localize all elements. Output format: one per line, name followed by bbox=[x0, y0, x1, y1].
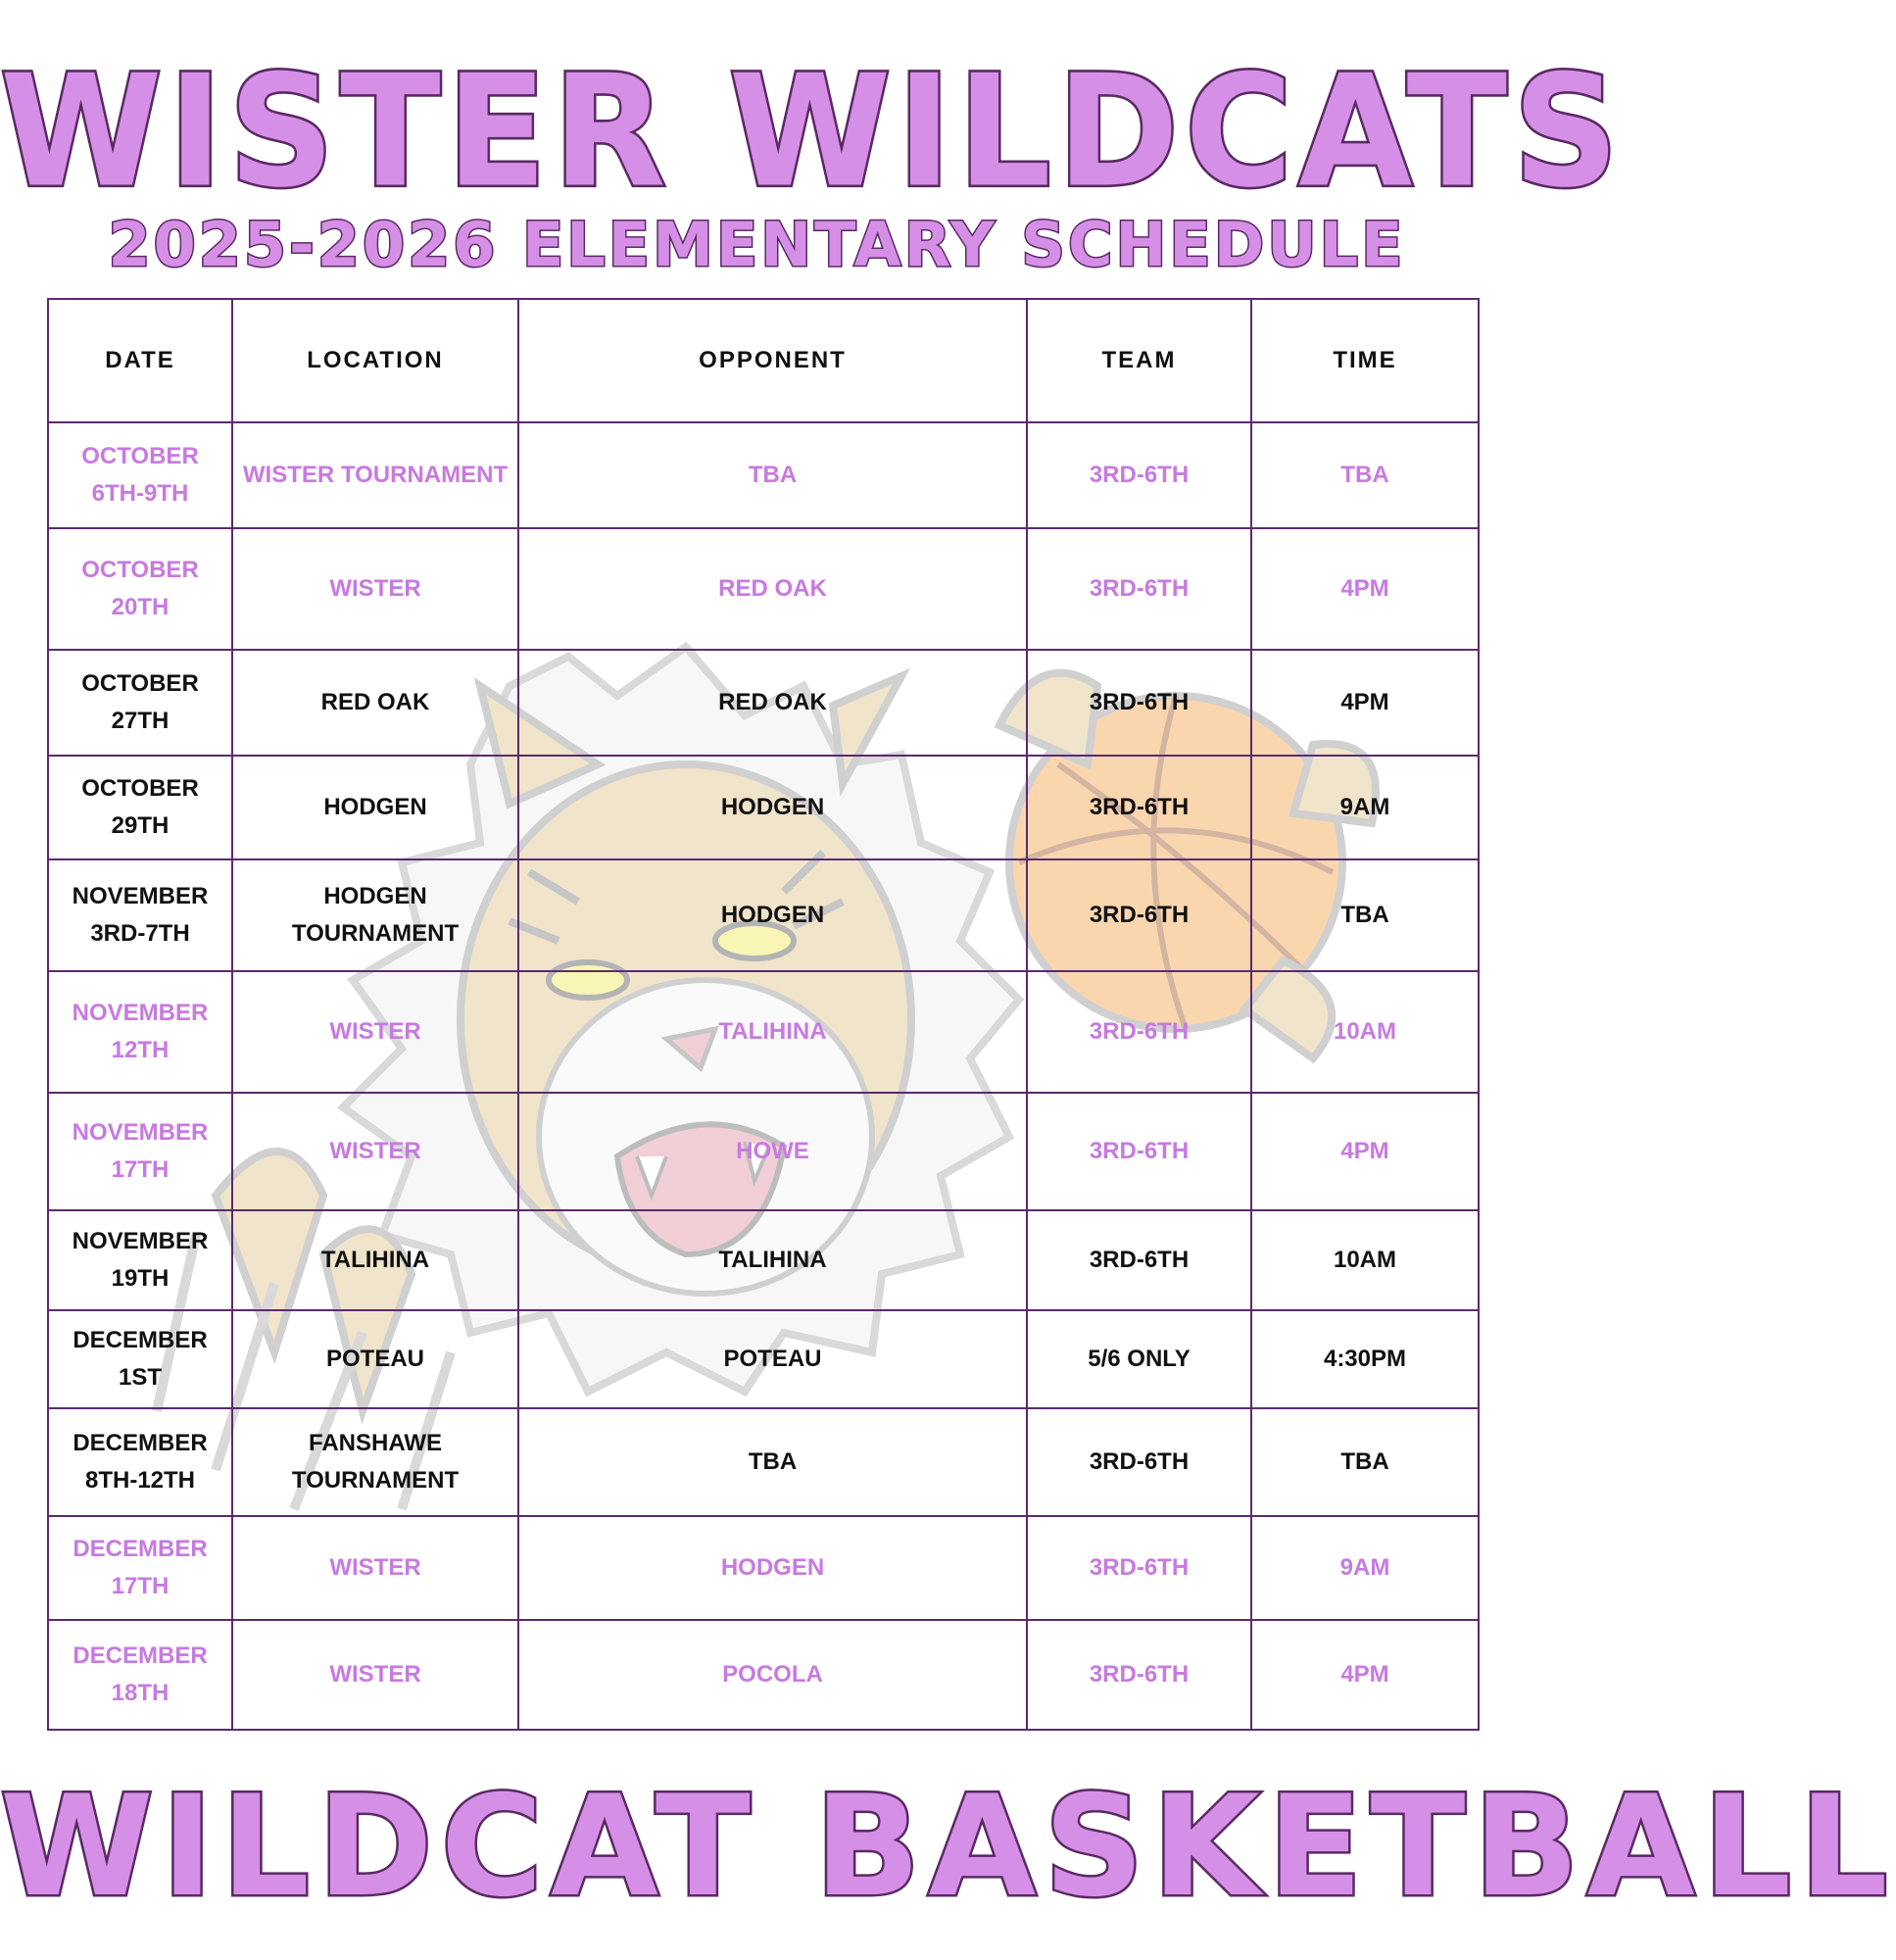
table-row bbox=[48, 528, 1479, 650]
table-row bbox=[48, 422, 1479, 528]
cell-location: POTEAU bbox=[232, 1310, 518, 1408]
cell-date: OCTOBER 29TH bbox=[48, 756, 232, 859]
cell-opponent: HOWE bbox=[518, 1093, 1027, 1210]
cell-team: 3RD-6TH bbox=[1027, 1620, 1251, 1730]
table-row bbox=[48, 650, 1479, 756]
cell-date: OCTOBER 6TH-9TH bbox=[48, 422, 232, 528]
cell-date: DECEMBER 1ST bbox=[48, 1310, 232, 1408]
cell-time: 4:30PM bbox=[1251, 1310, 1479, 1408]
cell-time: 4PM bbox=[1251, 1093, 1479, 1210]
cell-time: 10AM bbox=[1251, 1210, 1479, 1310]
column-header-team: TEAM bbox=[1027, 299, 1251, 422]
cell-time: TBA bbox=[1251, 422, 1479, 528]
cell-date: NOVEMBER 3RD-7TH bbox=[48, 859, 232, 971]
cell-team: 3RD-6TH bbox=[1027, 756, 1251, 859]
cell-location: WISTER bbox=[232, 971, 518, 1093]
table-row bbox=[48, 1210, 1479, 1310]
cell-location: FANSHAWE TOURNAMENT bbox=[232, 1408, 518, 1516]
cell-date: DECEMBER 18TH bbox=[48, 1620, 232, 1730]
table-row bbox=[48, 1408, 1479, 1516]
cell-team: 3RD-6TH bbox=[1027, 1408, 1251, 1516]
cell-location: WISTER bbox=[232, 1516, 518, 1620]
cell-time: 4PM bbox=[1251, 650, 1479, 756]
cell-date: OCTOBER 27TH bbox=[48, 650, 232, 756]
column-header-date: DATE bbox=[48, 299, 232, 422]
cell-team: 3RD-6TH bbox=[1027, 422, 1251, 528]
table-row bbox=[48, 1310, 1479, 1408]
cell-time: 4PM bbox=[1251, 528, 1479, 650]
cell-date: NOVEMBER 19TH bbox=[48, 1210, 232, 1310]
cell-time: TBA bbox=[1251, 1408, 1479, 1516]
cell-location: RED OAK bbox=[232, 650, 518, 756]
cell-location: WISTER TOURNAMENT bbox=[232, 422, 518, 528]
table-row bbox=[48, 1093, 1479, 1210]
cell-team: 3RD-6TH bbox=[1027, 1093, 1251, 1210]
column-header-time: TIME bbox=[1251, 299, 1479, 422]
table-row bbox=[48, 971, 1479, 1093]
cell-time: 9AM bbox=[1251, 1516, 1479, 1620]
cell-team: 5/6 ONLY bbox=[1027, 1310, 1251, 1408]
cell-location: WISTER bbox=[232, 528, 518, 650]
cell-opponent: TBA bbox=[518, 422, 1027, 528]
cell-team: 3RD-6TH bbox=[1027, 528, 1251, 650]
table-row bbox=[48, 1620, 1479, 1730]
cell-opponent: POCOLA bbox=[518, 1620, 1027, 1730]
cell-team: 3RD-6TH bbox=[1027, 650, 1251, 756]
cell-team: 3RD-6TH bbox=[1027, 971, 1251, 1093]
table-row bbox=[48, 756, 1479, 859]
cell-team: 3RD-6TH bbox=[1027, 859, 1251, 971]
cell-opponent: HODGEN bbox=[518, 756, 1027, 859]
cell-location: WISTER bbox=[232, 1620, 518, 1730]
cell-opponent: HODGEN bbox=[518, 859, 1027, 971]
cell-date: NOVEMBER 17TH bbox=[48, 1093, 232, 1210]
cell-time: 4PM bbox=[1251, 1620, 1479, 1730]
table-row bbox=[48, 859, 1479, 971]
cell-opponent: RED OAK bbox=[518, 650, 1027, 756]
cell-opponent: TALIHINA bbox=[518, 971, 1027, 1093]
cell-opponent: RED OAK bbox=[518, 528, 1027, 650]
cell-opponent: TBA bbox=[518, 1408, 1027, 1516]
cell-opponent: TALIHINA bbox=[518, 1210, 1027, 1310]
table-row bbox=[48, 1516, 1479, 1620]
cell-date: NOVEMBER 12TH bbox=[48, 971, 232, 1093]
cell-team: 3RD-6TH bbox=[1027, 1516, 1251, 1620]
column-header-opponent: OPPONENT bbox=[518, 299, 1027, 422]
cell-date: OCTOBER 20TH bbox=[48, 528, 232, 650]
cell-date: DECEMBER 17TH bbox=[48, 1516, 232, 1620]
cell-time: 10AM bbox=[1251, 971, 1479, 1093]
page-subtitle: 2025-2026 ELEMENTARY SCHEDULE bbox=[108, 209, 1406, 280]
cell-time: TBA bbox=[1251, 859, 1479, 971]
cell-team: 3RD-6TH bbox=[1027, 1210, 1251, 1310]
schedule-table bbox=[47, 298, 1480, 1731]
cell-location: HODGEN TOURNAMENT bbox=[232, 859, 518, 971]
column-header-location: LOCATION bbox=[232, 299, 518, 422]
cell-location: WISTER bbox=[232, 1093, 518, 1210]
cell-location: TALIHINA bbox=[232, 1210, 518, 1310]
cell-date: DECEMBER 8TH-12TH bbox=[48, 1408, 232, 1516]
cell-location: HODGEN bbox=[232, 756, 518, 859]
cell-opponent: POTEAU bbox=[518, 1310, 1027, 1408]
cell-time: 9AM bbox=[1251, 756, 1479, 859]
cell-opponent: HODGEN bbox=[518, 1516, 1027, 1620]
table-header-row bbox=[48, 299, 1479, 422]
footer-title: WILDCAT BASKETBALL bbox=[0, 1766, 1896, 1928]
page-title: WISTER WILDCATS bbox=[0, 42, 1626, 222]
